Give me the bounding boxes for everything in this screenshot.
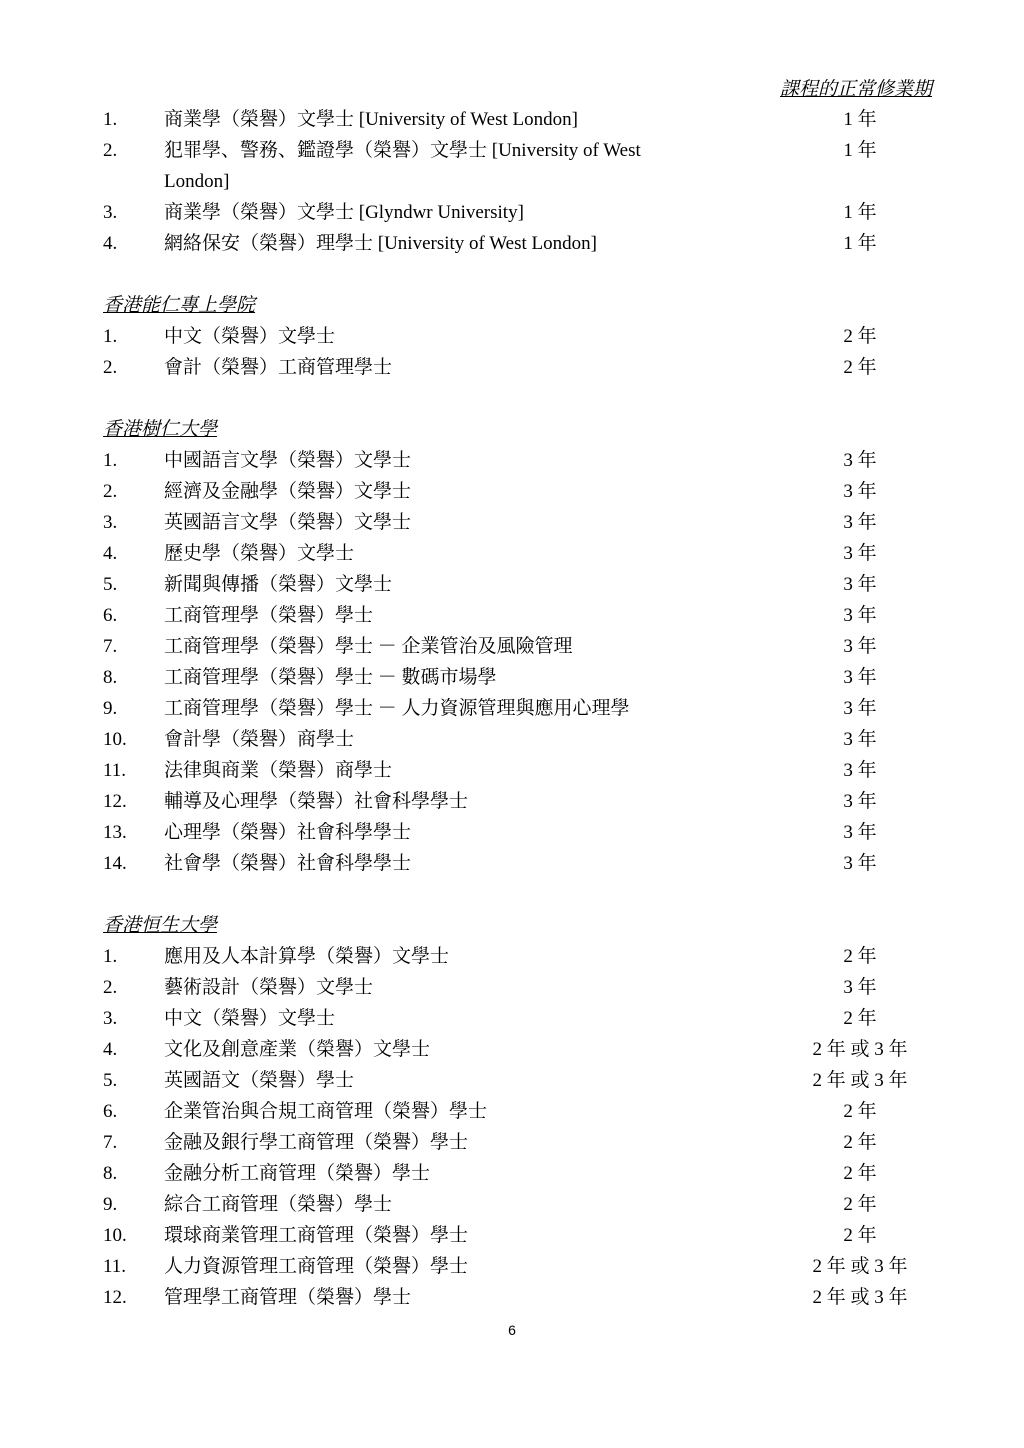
program-duration: 3 年 bbox=[843, 636, 877, 657]
program-row bbox=[0, 1189, 1024, 1220]
program-title: 輔導及心理學（榮譽）社會科學學士 bbox=[164, 791, 469, 812]
program-title: 商業學（榮譽）文學士 [University of West London] bbox=[164, 109, 578, 130]
program-row bbox=[0, 848, 1024, 879]
program-title: 法律與商業（榮譽）商學士 bbox=[164, 760, 393, 781]
program-row bbox=[0, 538, 1024, 569]
program-duration: 1 年 bbox=[843, 140, 877, 161]
program-title: 工商管理學（榮譽）學士 － 數碼市場學 bbox=[164, 667, 497, 688]
program-title: 心理學（榮譽）社會科學學士 bbox=[164, 822, 412, 843]
program-number: 3. bbox=[103, 512, 118, 533]
program-number: 10. bbox=[103, 729, 127, 750]
program-number: 1. bbox=[103, 109, 118, 130]
program-number: 6. bbox=[103, 1101, 118, 1122]
program-title: 經濟及金融學（榮譽）文學士 bbox=[164, 481, 412, 502]
program-title: 英國語文（榮譽）學士 bbox=[164, 1070, 355, 1091]
program-row bbox=[0, 786, 1024, 817]
program-row bbox=[0, 631, 1024, 662]
program-title: 會計學（榮譽）商學士 bbox=[164, 729, 355, 750]
program-number: 13. bbox=[103, 822, 127, 843]
program-row bbox=[0, 755, 1024, 786]
program-number: 4. bbox=[103, 233, 118, 254]
program-duration: 3 年 bbox=[843, 450, 877, 471]
program-title: 文化及創意產業（榮譽）文學士 bbox=[164, 1039, 431, 1060]
program-duration: 1 年 bbox=[843, 109, 877, 130]
program-row bbox=[0, 569, 1024, 600]
program-duration: 3 年 bbox=[843, 605, 877, 626]
program-number: 11. bbox=[103, 1256, 127, 1277]
page-number: 6 bbox=[508, 1322, 516, 1338]
program-number: 9. bbox=[103, 698, 118, 719]
program-row bbox=[0, 197, 1024, 228]
program-duration: 2 年 或 3 年 bbox=[812, 1070, 908, 1091]
program-title: 工商管理學（榮譽）學士 － 企業管治及風險管理 bbox=[164, 636, 573, 657]
program-title: 中文（榮譽）文學士 bbox=[164, 326, 336, 347]
program-row bbox=[0, 662, 1024, 693]
program-duration: 3 年 bbox=[843, 977, 877, 998]
program-row bbox=[0, 941, 1024, 972]
program-number: 7. bbox=[103, 1132, 118, 1153]
program-number: 1. bbox=[103, 946, 118, 967]
program-duration: 2 年 bbox=[843, 1101, 877, 1122]
program-duration: 3 年 bbox=[843, 760, 877, 781]
program-number: 11. bbox=[103, 760, 127, 781]
section-spacer bbox=[0, 383, 1024, 414]
program-title: 商業學（榮譽）文學士 [Glyndwr University] bbox=[164, 202, 524, 223]
program-number: 12. bbox=[103, 791, 127, 812]
program-row bbox=[0, 445, 1024, 476]
program-title: 歷史學（榮譽）文學士 bbox=[164, 543, 355, 564]
program-title: 環球商業管理工商管理（榮譽）學士 bbox=[164, 1225, 469, 1246]
program-row bbox=[0, 972, 1024, 1003]
program-duration: 3 年 bbox=[843, 698, 877, 719]
program-duration: 2 年 或 3 年 bbox=[812, 1256, 908, 1277]
program-row bbox=[0, 507, 1024, 538]
program-number: 2. bbox=[103, 977, 118, 998]
program-duration: 2 年 bbox=[843, 357, 877, 378]
program-row bbox=[0, 1034, 1024, 1065]
program-title: 金融及銀行學工商管理（榮譽）學士 bbox=[164, 1132, 469, 1153]
program-row bbox=[0, 352, 1024, 383]
program-number: 14. bbox=[103, 853, 127, 874]
program-list bbox=[0, 104, 1024, 1313]
institution-heading: 香港樹仁大學 bbox=[103, 419, 218, 440]
program-title: 應用及人本計算學（榮譽）文學士 bbox=[164, 946, 450, 967]
program-row bbox=[0, 321, 1024, 352]
program-number: 2. bbox=[103, 481, 118, 502]
program-title: 綜合工商管理（榮譽）學士 bbox=[164, 1194, 393, 1215]
program-number: 12. bbox=[103, 1287, 127, 1308]
program-duration: 3 年 bbox=[843, 822, 877, 843]
program-title: 中文（榮譽）文學士 bbox=[164, 1008, 336, 1029]
program-title: 人力資源管理工商管理（榮譽）學士 bbox=[164, 1256, 469, 1277]
program-duration: 2 年 bbox=[843, 1163, 877, 1184]
program-row bbox=[0, 724, 1024, 755]
program-row bbox=[0, 1251, 1024, 1282]
program-row bbox=[0, 1003, 1024, 1034]
program-row bbox=[0, 1096, 1024, 1127]
program-number: 8. bbox=[103, 667, 118, 688]
program-title: 社會學（榮譽）社會科學學士 bbox=[164, 853, 412, 874]
program-number: 4. bbox=[103, 1039, 118, 1060]
duration-column-heading: 課程的正常修業期 bbox=[780, 79, 933, 100]
program-number: 5. bbox=[103, 574, 118, 595]
program-duration: 3 年 bbox=[843, 543, 877, 564]
program-duration: 3 年 bbox=[843, 791, 877, 812]
program-row bbox=[0, 1065, 1024, 1096]
program-row bbox=[0, 1220, 1024, 1251]
program-number: 4. bbox=[103, 543, 118, 564]
program-row bbox=[0, 1158, 1024, 1189]
program-duration: 3 年 bbox=[843, 667, 877, 688]
program-duration: 2 年 或 3 年 bbox=[812, 1287, 908, 1308]
program-title: 工商管理學（榮譽）學士 － 人力資源管理與應用心理學 bbox=[164, 698, 630, 719]
program-duration: 3 年 bbox=[843, 512, 877, 533]
program-title: 新聞與傳播（榮譽）文學士 bbox=[164, 574, 393, 595]
program-duration: 3 年 bbox=[843, 853, 877, 874]
program-duration: 3 年 bbox=[843, 729, 877, 750]
institution-heading: 香港恒生大學 bbox=[103, 915, 218, 936]
program-row bbox=[0, 600, 1024, 631]
program-number: 2. bbox=[103, 357, 118, 378]
program-row bbox=[0, 1127, 1024, 1158]
program-number: 1. bbox=[103, 326, 118, 347]
section-spacer bbox=[0, 259, 1024, 290]
program-row bbox=[0, 693, 1024, 724]
program-row bbox=[0, 135, 1024, 197]
program-duration: 3 年 bbox=[843, 481, 877, 502]
program-duration: 2 年 bbox=[843, 946, 877, 967]
program-title: 工商管理學（榮譽）學士 bbox=[164, 605, 374, 626]
program-number: 9. bbox=[103, 1194, 118, 1215]
program-duration: 2 年 或 3 年 bbox=[812, 1039, 908, 1060]
program-title: 企業管治與合規工商管理（榮譽）學士 bbox=[164, 1101, 488, 1122]
program-title: 犯罪學、警務、鑑證學（榮譽）文學士 [University of West London] bbox=[164, 140, 641, 192]
program-number: 8. bbox=[103, 1163, 118, 1184]
program-duration: 2 年 bbox=[843, 1008, 877, 1029]
program-title: 藝術設計（榮譽）文學士 bbox=[164, 977, 374, 998]
program-number: 10. bbox=[103, 1225, 127, 1246]
program-title: 中國語言文學（榮譽）文學士 bbox=[164, 450, 412, 471]
program-title: 金融分析工商管理（榮譽）學士 bbox=[164, 1163, 431, 1184]
program-title: 管理學工商管理（榮譽）學士 bbox=[164, 1287, 412, 1308]
program-duration: 2 年 bbox=[843, 326, 877, 347]
program-duration: 3 年 bbox=[843, 574, 877, 595]
program-number: 3. bbox=[103, 202, 118, 223]
program-row bbox=[0, 476, 1024, 507]
program-title: 英國語言文學（榮譽）文學士 bbox=[164, 512, 412, 533]
program-number: 1. bbox=[103, 450, 118, 471]
program-number: 7. bbox=[103, 636, 118, 657]
program-title: 會計（榮譽）工商管理學士 bbox=[164, 357, 393, 378]
program-number: 6. bbox=[103, 605, 118, 626]
program-duration: 1 年 bbox=[843, 233, 877, 254]
section-spacer bbox=[0, 879, 1024, 910]
program-duration: 1 年 bbox=[843, 202, 877, 223]
program-duration: 2 年 bbox=[843, 1225, 877, 1246]
program-row bbox=[0, 228, 1024, 259]
program-duration: 2 年 bbox=[843, 1132, 877, 1153]
program-title: 網絡保安（榮譽）理學士 [University of West London] bbox=[164, 233, 597, 254]
institution-heading: 香港能仁專上學院 bbox=[103, 295, 256, 316]
program-number: 5. bbox=[103, 1070, 118, 1091]
program-row bbox=[0, 104, 1024, 135]
program-number: 2. bbox=[103, 140, 118, 161]
program-number: 3. bbox=[103, 1008, 118, 1029]
program-duration: 2 年 bbox=[843, 1194, 877, 1215]
program-row bbox=[0, 1282, 1024, 1313]
program-row bbox=[0, 817, 1024, 848]
